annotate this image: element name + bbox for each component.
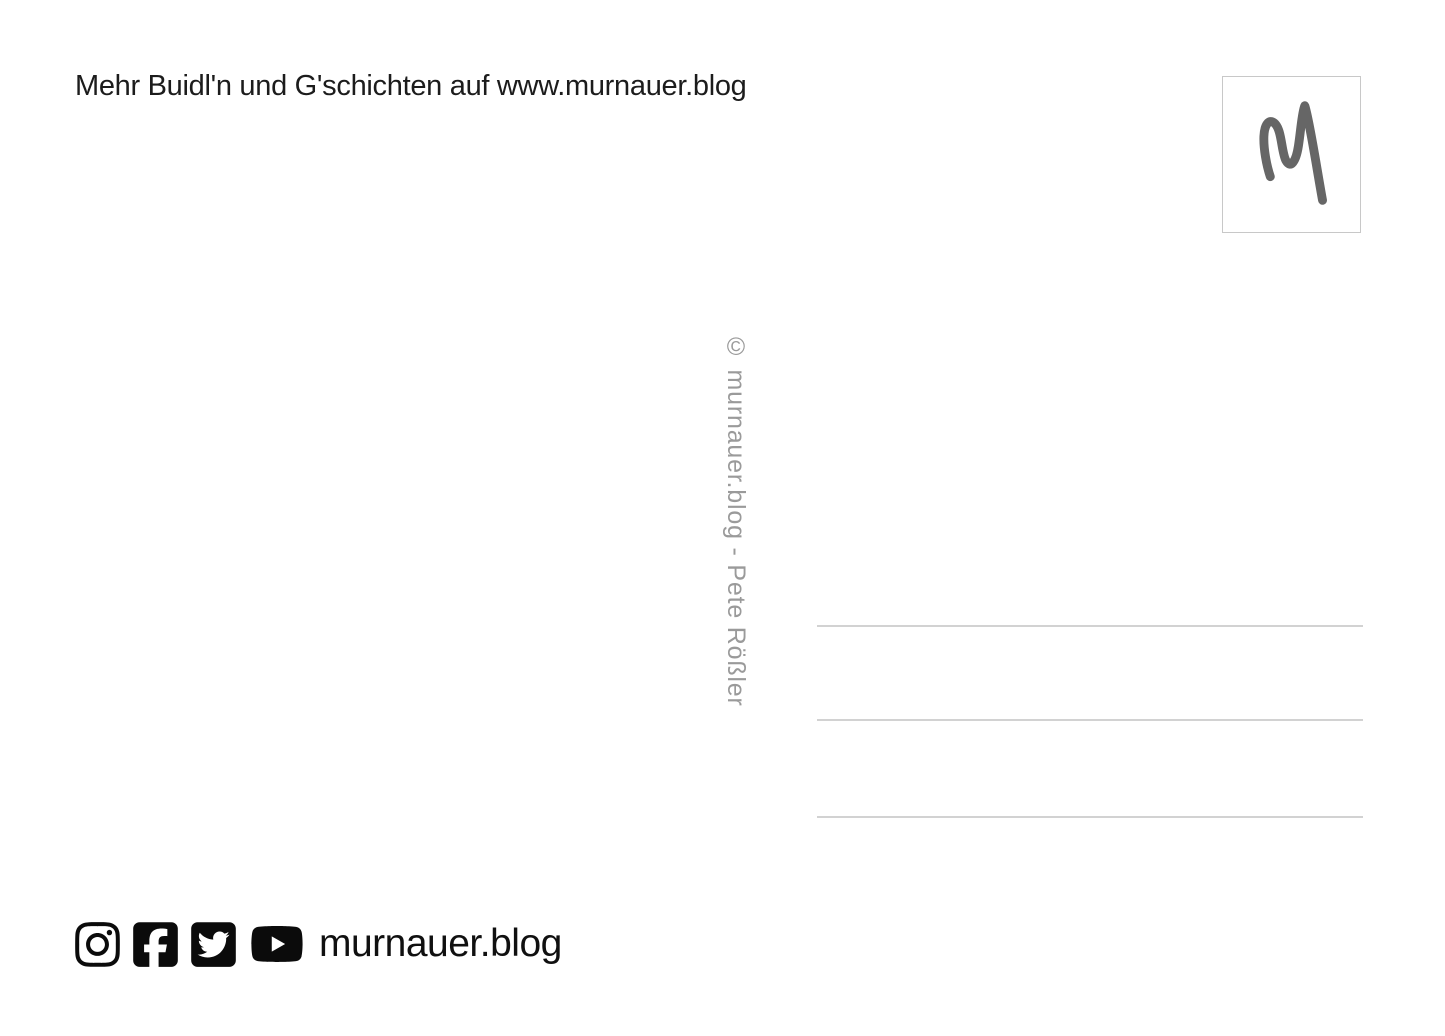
- facebook-icon[interactable]: [133, 919, 178, 970]
- handwritten-m-monogram-icon: [1223, 77, 1360, 232]
- instagram-icon[interactable]: [75, 919, 120, 970]
- address-line: [817, 625, 1363, 627]
- site-label: murnauer.blog: [319, 922, 562, 965]
- youtube-icon[interactable]: [249, 920, 305, 968]
- address-line: [817, 719, 1363, 721]
- stamp-box: [1222, 76, 1361, 233]
- copyright-credit: © murnauer.blog - Pete Rößler: [722, 333, 750, 707]
- address-line: [817, 816, 1363, 818]
- footer-social-row: [75, 917, 562, 971]
- twitter-icon[interactable]: [191, 919, 236, 970]
- header-tagline: Mehr Buidl'n und G'schichten auf www.murnauer.blog: [75, 70, 747, 102]
